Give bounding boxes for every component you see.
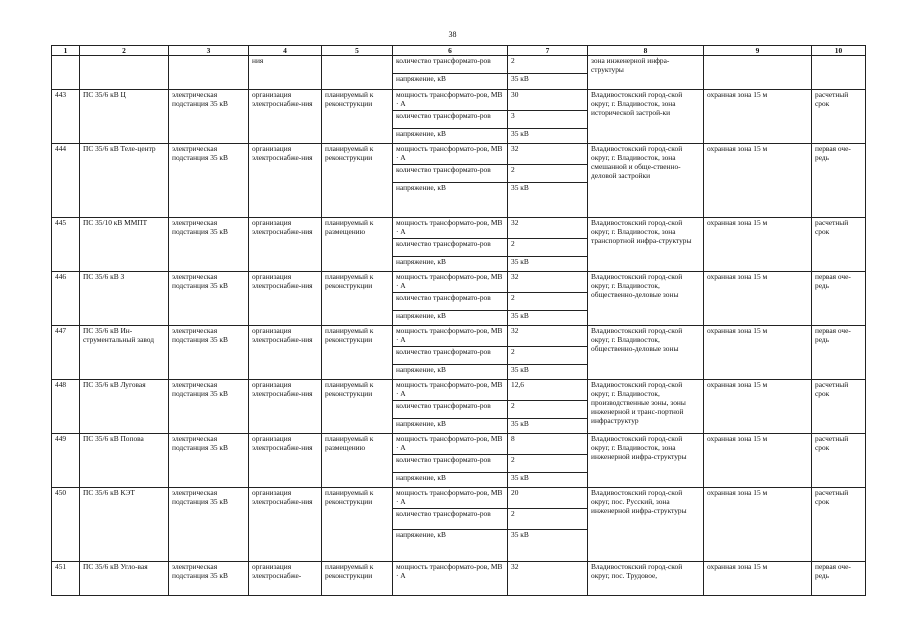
object-name-cell: ПС 35/10 кВ ММПТ bbox=[80, 218, 169, 272]
param-value: 2 bbox=[508, 56, 587, 74]
object-type-cell: электрическая подстанция 35 кВ bbox=[169, 488, 249, 562]
header-cell: 10 bbox=[812, 46, 866, 56]
protection-zone-cell: охранная зона 15 м bbox=[704, 562, 812, 596]
param-value: 30 bbox=[508, 90, 587, 111]
param-value: 2 bbox=[508, 293, 587, 311]
location-cell: Владивостокский город-ской округ, г. Владивосток, зона смешанной и обще-ственно-деловой застройки bbox=[588, 144, 704, 218]
param-label-cell bbox=[393, 272, 508, 326]
param-label: напряжение, кВ bbox=[396, 74, 446, 83]
implementation-term-cell: первая оче-редь bbox=[812, 272, 866, 326]
implementation-term-cell: расчетный срок bbox=[812, 90, 866, 144]
implementation-term-cell: расчетный срок bbox=[812, 434, 866, 488]
param-value-cell bbox=[508, 218, 588, 272]
implementation-term-cell: первая оче-редь bbox=[812, 326, 866, 380]
status-cell: планируемый к реконструкции bbox=[322, 488, 393, 562]
param-label-cell bbox=[393, 218, 508, 272]
param-label: напряжение, кВ bbox=[396, 419, 446, 428]
param-label-cell bbox=[393, 144, 508, 218]
organization-cell: организация электроснабже-ния bbox=[249, 326, 322, 380]
object-name-cell bbox=[80, 56, 169, 90]
param-label: количество трансформато-ров bbox=[393, 56, 507, 74]
row-number-cell: 449 bbox=[52, 434, 80, 488]
header-cell: 2 bbox=[80, 46, 169, 56]
status-cell: планируемый к размещению bbox=[322, 218, 393, 272]
object-name-cell: ПС 35/6 кВ З bbox=[80, 272, 169, 326]
param-value: 2 bbox=[508, 401, 587, 419]
implementation-term-cell: расчетный срок bbox=[812, 380, 866, 434]
location-cell: Владивостокский город-ской округ, г. Владивосток, общественно-деловые зоны bbox=[588, 326, 704, 380]
param-label: мощность трансформато-ров, МВ · А bbox=[393, 434, 507, 455]
table-row bbox=[52, 326, 866, 380]
protection-zone-cell: охранная зона 15 м bbox=[704, 326, 812, 380]
param-value: 35 кВ bbox=[511, 530, 529, 539]
header-cell: 8 bbox=[588, 46, 704, 56]
organization-cell: организация электроснабже-ния bbox=[249, 218, 322, 272]
param-label: мощность трансформато-ров, МВ · А bbox=[393, 144, 507, 165]
location-cell: Владивостокский город-ской округ, г. Владивосток, общественно-деловые зоны bbox=[588, 272, 704, 326]
param-label: напряжение, кВ bbox=[396, 473, 446, 482]
table-row bbox=[52, 562, 866, 596]
param-label-cell bbox=[393, 562, 508, 596]
param-value: 20 bbox=[508, 488, 587, 509]
table-row bbox=[52, 272, 866, 326]
param-label: мощность трансформато-ров, МВ · А bbox=[396, 562, 503, 580]
param-label-cell bbox=[393, 326, 508, 380]
object-type-cell: электрическая подстанция 35 кВ bbox=[169, 380, 249, 434]
row-number-cell: 448 bbox=[52, 380, 80, 434]
protection-zone-cell: охранная зона 15 м bbox=[704, 434, 812, 488]
param-value: 2 bbox=[508, 165, 587, 183]
object-type-cell: электрическая подстанция 35 кВ bbox=[169, 562, 249, 596]
protection-zone-cell bbox=[704, 56, 812, 90]
table-header-row bbox=[52, 46, 866, 56]
param-value: 32 bbox=[508, 272, 587, 293]
object-type-cell: электрическая подстанция 35 кВ bbox=[169, 144, 249, 218]
status-cell: планируемый к реконструкции bbox=[322, 144, 393, 218]
param-label: количество трансформато-ров bbox=[393, 111, 507, 129]
param-value: 35 кВ bbox=[511, 419, 529, 428]
param-label: количество трансформато-ров bbox=[393, 401, 507, 419]
param-label: количество трансформато-ров bbox=[393, 293, 507, 311]
location-cell: зона инженерной инфра-структуры bbox=[588, 56, 704, 90]
param-value: 32 bbox=[508, 144, 587, 165]
row-number-cell bbox=[52, 56, 80, 90]
object-name-cell: ПС 35/6 кВ Теле-центр bbox=[80, 144, 169, 218]
object-type-cell: электрическая подстанция 35 кВ bbox=[169, 272, 249, 326]
param-label-cell bbox=[393, 380, 508, 434]
header-cell: 9 bbox=[704, 46, 812, 56]
protection-zone-cell: охранная зона 15 м bbox=[704, 144, 812, 218]
param-label: мощность трансформато-ров, МВ · А bbox=[393, 380, 507, 401]
location-cell: Владивостокский город-ской округ, г. Владивосток, зона исторической застрой-ки bbox=[588, 90, 704, 144]
param-value-cell bbox=[508, 326, 588, 380]
table-row bbox=[52, 218, 866, 272]
header-cell: 4 bbox=[249, 46, 322, 56]
location-cell: Владивостокский город-ской округ, г. Владивосток, производственные зоны, зоны инженерной и транс-портной инфраструктур bbox=[588, 380, 704, 434]
row-number-cell: 444 bbox=[52, 144, 80, 218]
row-number-cell: 443 bbox=[52, 90, 80, 144]
status-cell: планируемый к реконструкции bbox=[322, 380, 393, 434]
param-label: мощность трансформато-ров, МВ · А bbox=[393, 90, 507, 111]
status-cell: планируемый к реконструкции bbox=[322, 272, 393, 326]
param-value: 8 bbox=[508, 434, 587, 455]
organization-cell: организация электроснабже- bbox=[249, 562, 322, 596]
status-cell: планируемый к реконструкции bbox=[322, 562, 393, 596]
object-type-cell: электрическая подстанция 35 кВ bbox=[169, 326, 249, 380]
param-value: 32 bbox=[511, 562, 519, 571]
protection-zone-cell: охранная зона 15 м bbox=[704, 90, 812, 144]
protection-zone-cell: охранная зона 15 м bbox=[704, 272, 812, 326]
organization-cell: организация электроснабже-ния bbox=[249, 488, 322, 562]
table-row bbox=[52, 380, 866, 434]
table-row bbox=[52, 56, 866, 90]
param-value-cell bbox=[508, 488, 588, 562]
param-label: количество трансформато-ров bbox=[393, 455, 507, 473]
status-cell: планируемый к реконструкции bbox=[322, 90, 393, 144]
object-type-cell bbox=[169, 56, 249, 90]
infrastructure-table bbox=[51, 45, 866, 596]
param-value: 35 кВ bbox=[511, 311, 529, 320]
param-label: напряжение, кВ bbox=[396, 257, 446, 266]
param-value: 32 bbox=[508, 326, 587, 347]
object-name-cell: ПС 35/6 кВ Ц bbox=[80, 90, 169, 144]
table-row bbox=[52, 434, 866, 488]
param-label-cell bbox=[393, 90, 508, 144]
protection-zone-cell: охранная зона 15 м bbox=[704, 380, 812, 434]
param-label: напряжение, кВ bbox=[396, 365, 446, 374]
organization-cell: организация электроснабже-ния bbox=[249, 90, 322, 144]
object-name-cell: ПС 35/6 кВ Угло-вая bbox=[80, 562, 169, 596]
param-label: мощность трансформато-ров, МВ · А bbox=[393, 218, 507, 239]
implementation-term-cell: расчетный срок bbox=[812, 218, 866, 272]
organization-cell: организация электроснабже-ния bbox=[249, 272, 322, 326]
param-value-cell bbox=[508, 56, 588, 90]
status-cell bbox=[322, 56, 393, 90]
location-cell: Владивостокский город-ской округ, пос. Русский, зона инженерной инфра-структуры bbox=[588, 488, 704, 562]
param-value: 35 кВ bbox=[511, 183, 529, 192]
param-value: 3 bbox=[508, 111, 587, 129]
table-row bbox=[52, 90, 866, 144]
organization-cell: организация электроснабже-ния bbox=[249, 144, 322, 218]
implementation-term-cell bbox=[812, 56, 866, 90]
param-label: мощность трансформато-ров, МВ · А bbox=[393, 488, 507, 509]
param-value: 2 bbox=[508, 455, 587, 473]
param-value: 2 bbox=[508, 347, 587, 365]
object-name-cell: ПС 35/6 кВ Попова bbox=[80, 434, 169, 488]
param-value: 35 кВ bbox=[511, 74, 529, 83]
organization-cell: ния bbox=[249, 56, 322, 90]
param-value-cell bbox=[508, 562, 588, 596]
implementation-term-cell: расчетный срок bbox=[812, 488, 866, 562]
organization-cell: организация электроснабже-ния bbox=[249, 434, 322, 488]
param-label: напряжение, кВ bbox=[396, 530, 446, 539]
param-label-cell bbox=[393, 56, 508, 90]
param-label: количество трансформато-ров bbox=[393, 239, 507, 257]
page-number: 38 bbox=[448, 30, 457, 39]
param-value: 35 кВ bbox=[511, 129, 529, 138]
header-cell: 5 bbox=[322, 46, 393, 56]
table-row bbox=[52, 144, 866, 218]
param-value: 35 кВ bbox=[511, 365, 529, 374]
param-label: напряжение, кВ bbox=[396, 311, 446, 320]
organization-cell: организация электроснабже-ния bbox=[249, 380, 322, 434]
header-cell: 6 bbox=[393, 46, 508, 56]
row-number-cell: 451 bbox=[52, 562, 80, 596]
row-number-cell: 447 bbox=[52, 326, 80, 380]
object-type-cell: электрическая подстанция 35 кВ bbox=[169, 434, 249, 488]
object-name-cell: ПС 35/6 кВ Луговая bbox=[80, 380, 169, 434]
protection-zone-cell: охранная зона 15 м bbox=[704, 488, 812, 562]
table-row bbox=[52, 488, 866, 562]
param-label: мощность трансформато-ров, МВ · А bbox=[393, 272, 507, 293]
location-cell: Владивостокский город-ской округ, пос. Трудовое, bbox=[588, 562, 704, 596]
object-name-cell: ПС 35/6 кВ Ин-струментальный завод bbox=[80, 326, 169, 380]
header-cell: 7 bbox=[508, 46, 588, 56]
param-label: количество трансформато-ров bbox=[393, 165, 507, 183]
param-value-cell bbox=[508, 144, 588, 218]
param-label-cell bbox=[393, 488, 508, 562]
location-cell: Владивостокский город-ской округ, г. Владивосток, зона инженерной инфра-структуры bbox=[588, 434, 704, 488]
implementation-term-cell: первая оче-редь bbox=[812, 562, 866, 596]
object-type-cell: электрическая подстанция 35 кВ bbox=[169, 90, 249, 144]
param-value: 32 bbox=[508, 218, 587, 239]
status-cell: планируемый к реконструкции bbox=[322, 326, 393, 380]
protection-zone-cell: охранная зона 15 м bbox=[704, 218, 812, 272]
param-label: количество трансформато-ров bbox=[393, 347, 507, 365]
param-value-cell bbox=[508, 272, 588, 326]
param-value-cell bbox=[508, 90, 588, 144]
object-type-cell: электрическая подстанция 35 кВ bbox=[169, 218, 249, 272]
row-number-cell: 445 bbox=[52, 218, 80, 272]
location-cell: Владивостокский город-ской округ, г. Владивосток, зона транспортной инфра-структуры bbox=[588, 218, 704, 272]
status-cell: планируемый к размещению bbox=[322, 434, 393, 488]
row-number-cell: 446 bbox=[52, 272, 80, 326]
param-value-cell bbox=[508, 380, 588, 434]
param-label: напряжение, кВ bbox=[396, 129, 446, 138]
param-value: 2 bbox=[508, 509, 587, 530]
param-value: 2 bbox=[508, 239, 587, 257]
param-value: 35 кВ bbox=[511, 473, 529, 482]
object-name-cell: ПС 35/6 кВ КЭТ bbox=[80, 488, 169, 562]
param-label-cell bbox=[393, 434, 508, 488]
param-value: 12,6 bbox=[508, 380, 587, 401]
header-cell: 3 bbox=[169, 46, 249, 56]
implementation-term-cell: первая оче-редь bbox=[812, 144, 866, 218]
param-label: напряжение, кВ bbox=[396, 183, 446, 192]
header-cell: 1 bbox=[52, 46, 80, 56]
row-number-cell: 450 bbox=[52, 488, 80, 562]
param-label: количество трансформато-ров bbox=[393, 509, 507, 530]
param-label: мощность трансформато-ров, МВ · А bbox=[393, 326, 507, 347]
param-value: 35 кВ bbox=[511, 257, 529, 266]
param-value-cell bbox=[508, 434, 588, 488]
